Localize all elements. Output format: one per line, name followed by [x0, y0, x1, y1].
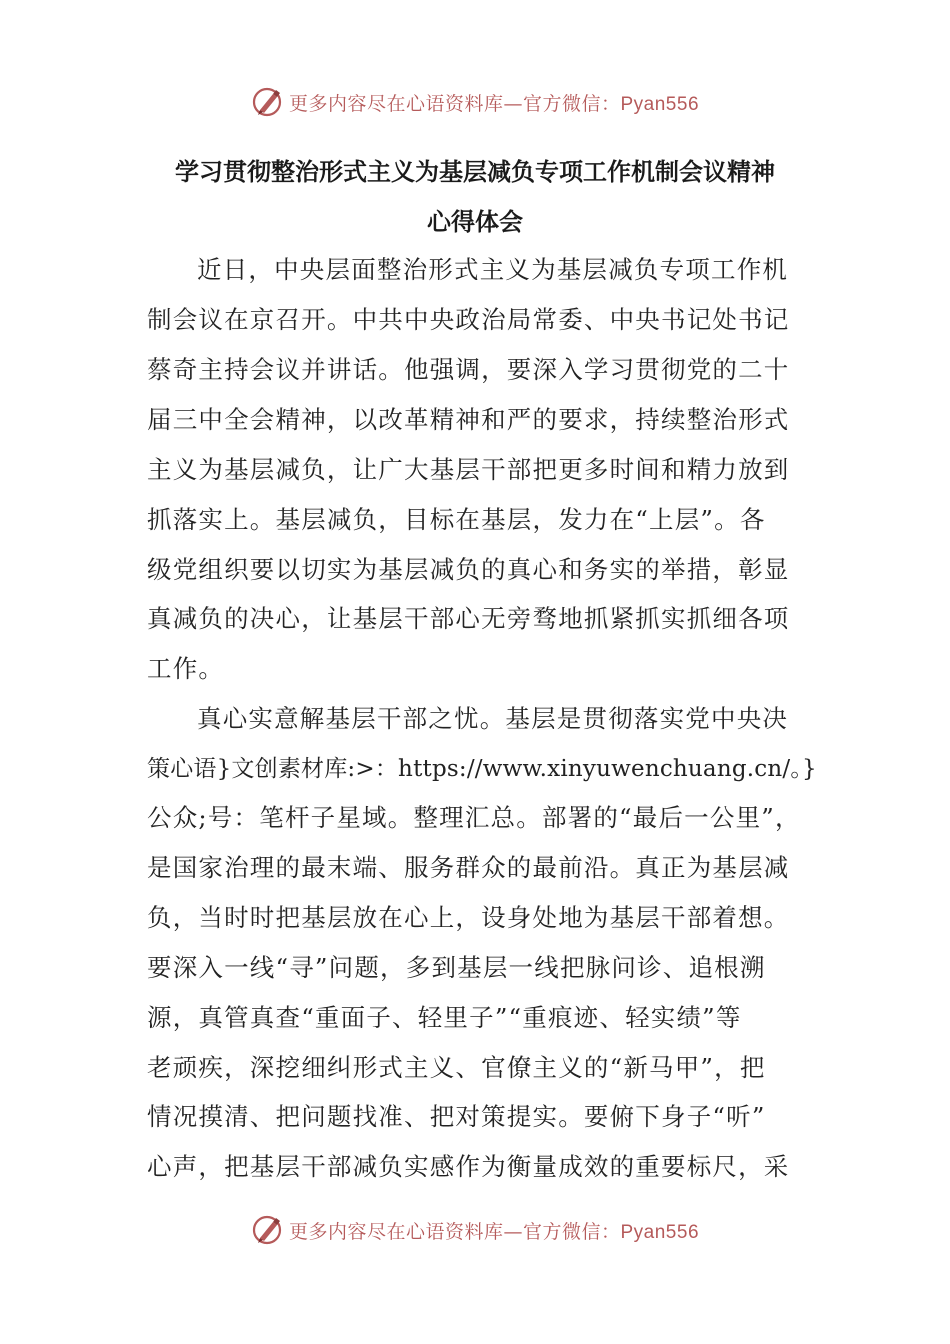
- body-line: 心声，把基层干部减负实感作为衡量成效的重要标尺，采: [147, 1152, 790, 1181]
- pen-logo-icon: [251, 1213, 285, 1247]
- body-line: 蔡奇主持会议并讲话。他强调，要深入学习贯彻党的二十: [147, 355, 790, 384]
- body-line: 是国家治理的最末端、服务群众的最前沿。真正为基层减: [147, 853, 790, 882]
- header-banner: [0, 82, 950, 122]
- body-line: 真心实意解基层干部之忧。基层是贯彻落实党中央决: [197, 704, 789, 733]
- body-line: 制会议在京召开。中共中央政治局常委、中央书记处书记: [147, 305, 790, 334]
- body-line: 届三中全会精神，以改革精神和严的要求，持续整治形式: [147, 405, 790, 434]
- banner-caption: 更多内容尽在心语资料库—官方微信：: [288, 1220, 621, 1243]
- body-line: 源，真管真查“重面子、轻里子”“重痕迹、轻实绩”等: [147, 1003, 742, 1032]
- wechat-handle: Pyan556: [620, 93, 700, 115]
- body-line: 情况摸清、把问题找准、把对策提实。要俯下身子“听”: [147, 1102, 766, 1131]
- body-line: 近日，中央层面整治形式主义为基层减负专项工作机: [197, 255, 789, 284]
- body-line: 要深入一线“寻”问题，多到基层一线把脉问诊、追根溯: [147, 953, 766, 982]
- body-line: 负，当时时把基层放在心上，设身处地为基层干部着想。: [147, 903, 790, 932]
- wechat-handle: Pyan556: [620, 1221, 700, 1243]
- banner-text: [289, 1217, 699, 1244]
- pen-logo-icon: [251, 85, 285, 119]
- body-line-watermark-link: 策心语}文创素材库:>：https://www.xinyuwenchuang.cn/。}: [147, 756, 817, 782]
- body-line: 真减负的决心，让基层干部心无旁骛地抓紧抓实抓细各项: [147, 604, 790, 633]
- body-line: 级党组织要以切实为基层减负的真心和务实的举措，彰显: [147, 555, 790, 584]
- footer-banner: [0, 1210, 950, 1250]
- body-line: 主义为基层减负，让广大基层干部把更多时间和精力放到: [147, 455, 790, 484]
- body-line: 抓落实上。基层减负，目标在基层，发力在“上层”。各: [147, 505, 766, 534]
- body-line: 工作。: [147, 654, 225, 683]
- body-line: 公众;号：笔杆子星域。整理汇总。部署的“最后一公里”，: [147, 803, 801, 832]
- banner-caption: 更多内容尽在心语资料库—官方微信：: [288, 92, 621, 115]
- body-line: 老顽疾，深挖细纠形式主义、官僚主义的“新马甲”，把: [147, 1053, 766, 1082]
- document-title-line-1: 学习贯彻整治形式主义为基层减负专项工作机制会议精神: [175, 158, 775, 186]
- document-title-line-2: 心得体会: [427, 208, 523, 236]
- banner-text: [289, 89, 699, 116]
